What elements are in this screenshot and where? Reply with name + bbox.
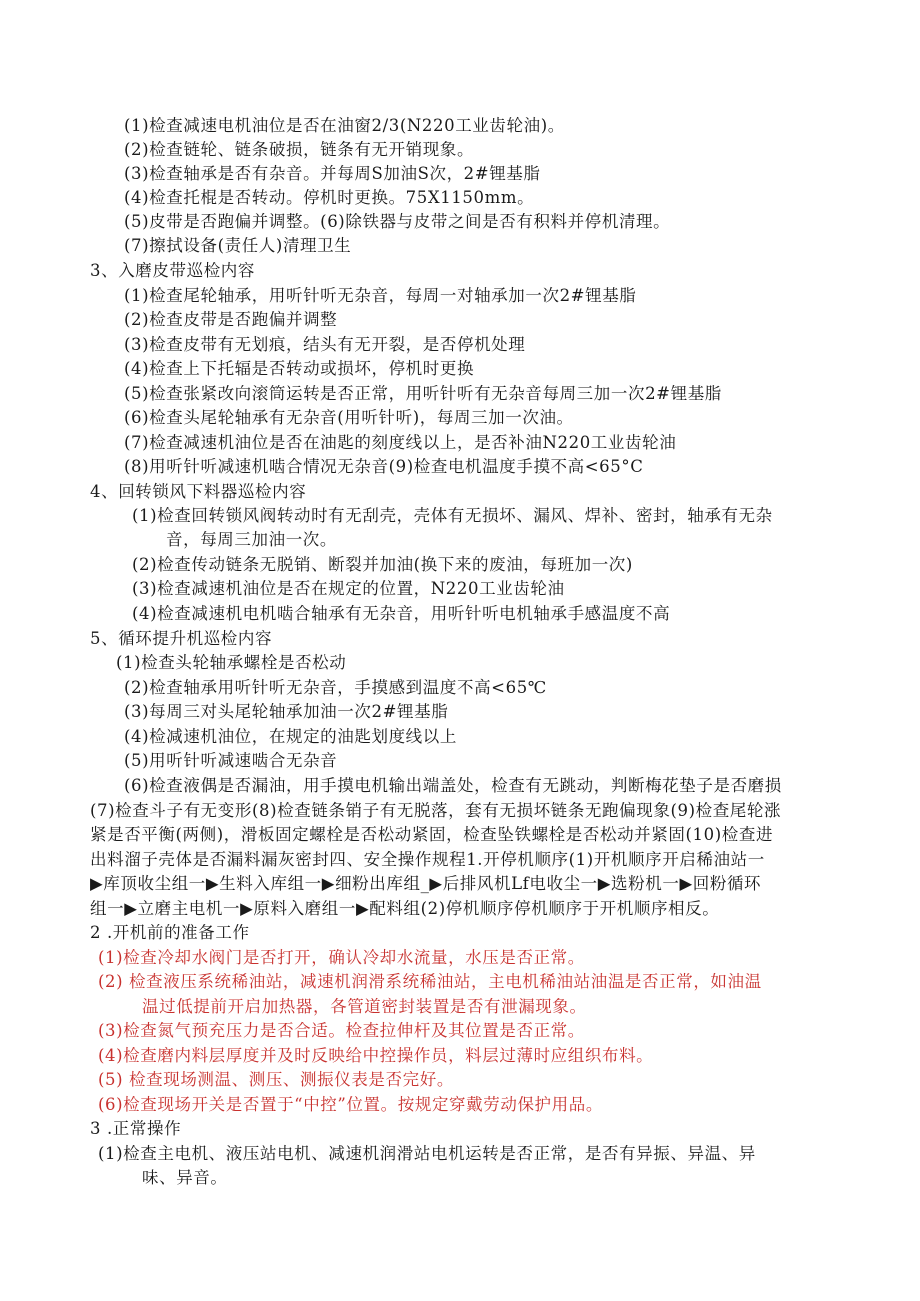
normal-item-1-line-2: 味、异音。 xyxy=(142,1168,228,1187)
s4-item-1-line-2: 音，每周三加油一次。 xyxy=(166,530,337,549)
normal-item-1-line-1: (1)检查主电机、液压站电机、减速机润滑站电机运转是否正常，是否有异振、异温、异 xyxy=(98,1144,756,1163)
prep-item-6: (6)检查现场开关是否置于“中控”位置。按规定穿戴劳动保护用品。 xyxy=(98,1095,603,1114)
s3-item-8: (8)用听针听减速机啮合情况无杂音(9)检查电机温度手摸不高<65°C xyxy=(124,457,644,476)
s2-item-7: (7)擦拭设备(责任人)清理卫生 xyxy=(124,236,352,255)
s5-item-4: (4)检减速机油位，在规定的油匙划度线以上 xyxy=(124,727,457,746)
flow-line-3: 出料溜子壳体是否漏料漏灰密封四、安全操作规程1.开停机顺序(1)开机顺序开启稀油站一 xyxy=(90,850,765,869)
prep-item-1: (1)检查冷却水阀门是否打开，确认冷却水流量，水压是否正常。 xyxy=(98,948,585,967)
s5-item-6: (6)检查液偶是否漏油，用手摸电机输出端盖处，检查有无跳动，判断梅花垫子是否磨损 xyxy=(124,776,782,795)
s5-item-5: (5)用听针听减速啮合无杂音 xyxy=(124,751,338,770)
s2-item-3: (3)检查轴承是否有杂音。并每周S加油S次，2#锂基脂 xyxy=(124,164,541,183)
prep-item-2-line-1: (2) 检查液压系统稀油站，减速机润滑系统稀油站，主电机稀油站油温是否正常，如油温 xyxy=(98,972,762,991)
prep-heading: 2 .开机前的准备工作 xyxy=(90,923,250,942)
s3-item-6: (6)检查头尾轮轴承有无杂音(用听针听)，每周三加一次油。 xyxy=(124,408,574,427)
s3-item-3: (3)检查皮带有无划痕，结头有无开裂，是否停机处理 xyxy=(124,335,526,354)
s3-item-2: (2)检查皮带是否跑偏并调整 xyxy=(124,310,338,329)
prep-item-2-line-2: 温过低提前开启加热器，各管道密封装置是否有泄漏现象。 xyxy=(142,997,587,1016)
s2-item-2: (2)检查链轮、链条破损，链条有无开销现象。 xyxy=(124,140,475,159)
s4-heading: 4、回转锁风下料器巡检内容 xyxy=(90,482,307,501)
flow-line-2: 紧是否平衡(两侧)，滑板固定螺栓是否松动紧固，检查坠铁螺栓是否松动并紧固(10)检查进 xyxy=(90,825,774,844)
s5-item-1: (1)检查头轮轴承螺栓是否松动 xyxy=(116,653,347,672)
flow-line-5: 组一▶立磨主电机一▶原料入磨组一▶配料组(2)停机顺序停机顺序于开机顺序相反。 xyxy=(90,899,720,918)
s5-item-2: (2)检查轴承用听针听无杂音，手摸感到温度不高<65℃ xyxy=(124,678,547,697)
s4-item-2: (2)检查传动链条无脱销、断裂并加油(换下来的废油，每班加一次) xyxy=(132,555,633,574)
s3-item-5: (5)检查张紧改向滚筒运转是否正常，用听针听有无杂音每周三加一次2#锂基脂 xyxy=(124,384,722,403)
s3-item-4: (4)检查上下托辐是否转动或损坏，停机时更换 xyxy=(124,359,475,378)
flow-line-4: ▶库顶收尘组一▶生料入库组一▶细粉出库组_▶后排风机Lf电收尘一▶选粉机一▶回粉循环 xyxy=(90,874,762,893)
s3-heading: 3、入磨皮带巡检内容 xyxy=(90,261,255,280)
s4-item-3: (3)检查减速机油位是否在规定的位置，N220工业齿轮油 xyxy=(132,579,565,598)
s4-item-4: (4)检查减速机电机啮合轴承有无杂音，用听针听电机轴承手感温度不高 xyxy=(132,604,671,623)
s4-item-1-line-1: (1)检查回转锁风阀转动时有无刮壳，壳体有无损坏、漏风、焊补、密封，轴承有无杂 xyxy=(132,506,773,525)
s2-item-5: (5)皮带是否跑偏并调整。(6)除铁器与皮带之间是否有积料并停机清理。 xyxy=(124,212,671,231)
prep-item-5: (5) 检查现场测温、测压、测振仪表是否完好。 xyxy=(98,1070,454,1089)
flow-line-1: (7)检查斗子有无变形(8)检查链条销子有无脱落，套有无损坏链条无跑偏现象(9)检查尾轮涨 xyxy=(90,801,782,820)
s2-item-1: (1)检查减速电机油位是否在油窗2/3(N220工业齿轮油)。 xyxy=(124,116,565,135)
prep-item-4: (4)检查磨内料层厚度并及时反映给中控操作员，料层过薄时应组织布料。 xyxy=(98,1046,654,1065)
s3-item-1: (1)检查尾轮轴承，用听针听无杂音，每周一对轴承加一次2#锂基脂 xyxy=(124,286,637,305)
normal-heading: 3 .正常操作 xyxy=(90,1119,182,1138)
s5-item-3: (3)每周三对头尾轮轴承加油一次2#锂基脂 xyxy=(124,702,449,721)
prep-item-3: (3)检查氮气预充压力是否合适。检查拉伸杆及其位置是否正常。 xyxy=(98,1021,585,1040)
s2-item-4: (4)检查托棍是否转动。停机时更换。75X1150mm。 xyxy=(124,188,535,207)
s5-heading: 5、循环提升机巡检内容 xyxy=(90,629,273,648)
s3-item-7: (7)检查减速机油位是否在油匙的刻度线以上，是否补油N220工业齿轮油 xyxy=(124,433,677,452)
